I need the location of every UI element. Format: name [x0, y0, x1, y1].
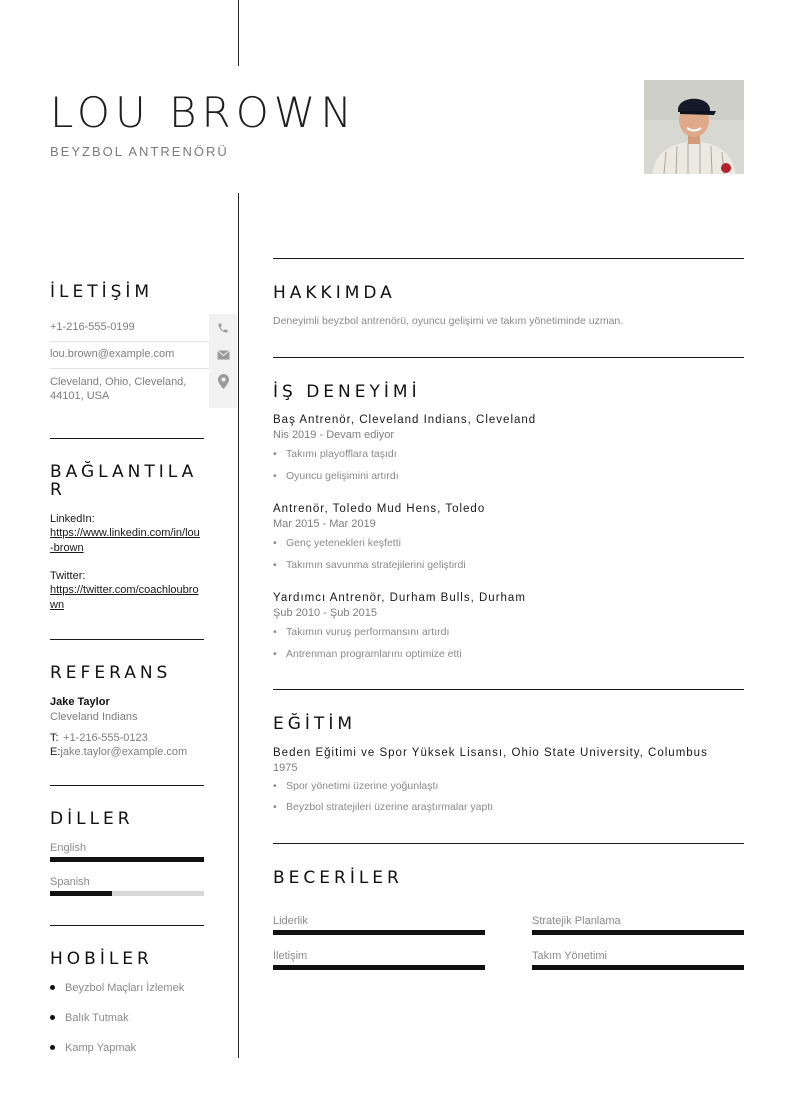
right-divider-3 [273, 689, 744, 690]
skill-bar-leadership [273, 930, 485, 935]
profile-photo [644, 80, 744, 174]
right-divider-2 [273, 357, 744, 358]
reference-name: Jake Taylor [50, 696, 110, 708]
experience-section-title: İŞ DENEYİMİ [273, 382, 421, 402]
reference-email-label: E: [50, 746, 61, 758]
references-section-title: REFERANS [50, 663, 172, 683]
hobby-item: Kamp Yapmak [50, 1042, 136, 1054]
education-section-title: EĞİTİM [273, 714, 356, 734]
hobby-item: Beyzbol Maçları İzlemek [50, 982, 184, 994]
education-year: 1975 [273, 762, 298, 774]
top-divider-line [238, 0, 239, 66]
reference-phone: +1-216-555-0123 [63, 732, 148, 744]
education-bullet: • Beyzbol stratejileri üzerine araştırmalar yaptı [273, 801, 494, 813]
contact-email-row [50, 341, 237, 369]
about-section-title: HAKKIMDA [273, 283, 396, 303]
contact-address-row [50, 368, 237, 408]
linkedin-label: LinkedIn: [50, 513, 95, 525]
candidate-title: BEYZBOL ANTRENÖRÜ [50, 144, 229, 159]
job-title: Antrenör, Toledo Mud Hens, Toledo [273, 503, 486, 515]
contact-phone-row [50, 314, 237, 342]
contact-phone: +1-216-555-0199 [50, 321, 135, 333]
education-bullet: • Spor yönetimi üzerine yoğunlaştı [273, 780, 439, 792]
skill-bar-fill-strategic-planning [532, 930, 744, 935]
skill-label-team-management: Takım Yönetimi [532, 950, 607, 962]
job-title: Yardımcı Antrenör, Durham Bulls, Durham [273, 592, 526, 604]
job-bullet: • Genç yetenekleri keşfetti [273, 537, 401, 549]
skill-label-strategic-planning: Stratejik Planlama [532, 915, 621, 927]
bullet-dot-icon [50, 985, 55, 990]
hobby-item: Balık Tutmak [50, 1012, 129, 1024]
skill-bar-fill-leadership [273, 930, 485, 935]
skill-label-communication: İletişim [273, 950, 308, 962]
contact-address: Cleveland, Ohio, Cleveland, 44101, USA [50, 376, 187, 402]
job-title: Baş Antrenör, Cleveland Indians, Cleveland [273, 414, 537, 426]
twitter-label: Twitter: [50, 570, 86, 582]
about-text: Deneyimli beyzbol antrenörü, oyuncu gelişimi ve takım yönetiminde uzman. [273, 315, 624, 327]
skill-label-leadership: Liderlik [273, 915, 308, 927]
skill-bar-strategic-planning [532, 930, 744, 935]
job-bullet: • Antrenman programlarını optimize etti [273, 648, 462, 660]
skill-bar-fill-team-management [532, 965, 744, 970]
location-pin-icon [209, 368, 237, 408]
links-section-title: BAĞLANTILAR [50, 462, 198, 500]
twitter-link[interactable]: https://twitter.com/coachloubrown [50, 584, 199, 611]
language-bar-fill-spanish [50, 891, 112, 896]
job-bullet: • Oyuncu gelişimini artırdı [273, 470, 399, 482]
hobbies-section-title: HOBİLER [50, 949, 153, 969]
job-bullet: • Takımın savunma stratejilerini geliştirdi [273, 559, 466, 571]
candidate-name: LOU BROWN [50, 88, 357, 137]
right-divider-1 [273, 258, 744, 259]
education-degree: Beden Eğitimi ve Spor Yüksek Lisansı, Ohio State University, Columbus [273, 747, 708, 759]
left-divider-2 [50, 639, 204, 640]
bullet-dot-icon [50, 1045, 55, 1050]
envelope-icon [209, 341, 237, 368]
job-bullet: • Takımı playofflara taşıdı [273, 448, 397, 460]
sidebar-divider-line [238, 193, 239, 1058]
reference-org: Cleveland Indians [50, 711, 138, 723]
language-bar-fill-english [50, 857, 204, 862]
language-bar-english [50, 857, 204, 862]
contact-email: lou.brown@example.com [50, 348, 175, 360]
languages-section-title: DİLLER [50, 809, 134, 829]
left-divider-1 [50, 438, 204, 439]
job-date: Nis 2019 - Devam ediyor [273, 429, 395, 441]
contact-section-title: İLETİŞİM [50, 282, 154, 302]
language-bar-spanish [50, 891, 204, 896]
skill-bar-team-management [532, 965, 744, 970]
job-date: Mar 2015 - Mar 2019 [273, 518, 376, 530]
phone-icon [209, 314, 237, 341]
skills-section-title: BECERİLER [273, 868, 403, 888]
language-label-spanish: Spanish [50, 876, 90, 888]
reference-email: jake.taylor@example.com [60, 746, 188, 758]
language-label-english: English [50, 842, 87, 854]
left-divider-4 [50, 925, 204, 926]
right-divider-4 [273, 843, 744, 844]
reference-email-line [50, 742, 187, 760]
skill-bar-communication [273, 965, 485, 970]
reference-phone-label: T: [50, 732, 59, 744]
job-date: Şub 2010 - Şub 2015 [273, 607, 377, 619]
person-photo-icon [644, 80, 744, 174]
linkedin-link[interactable]: https://www.linkedin.com/in/lou-brown [50, 527, 200, 554]
job-bullet: • Takımın vuruş performansını artırdı [273, 626, 450, 638]
left-divider-3 [50, 785, 204, 786]
skill-bar-fill-communication [273, 965, 485, 970]
bullet-dot-icon [50, 1015, 55, 1020]
